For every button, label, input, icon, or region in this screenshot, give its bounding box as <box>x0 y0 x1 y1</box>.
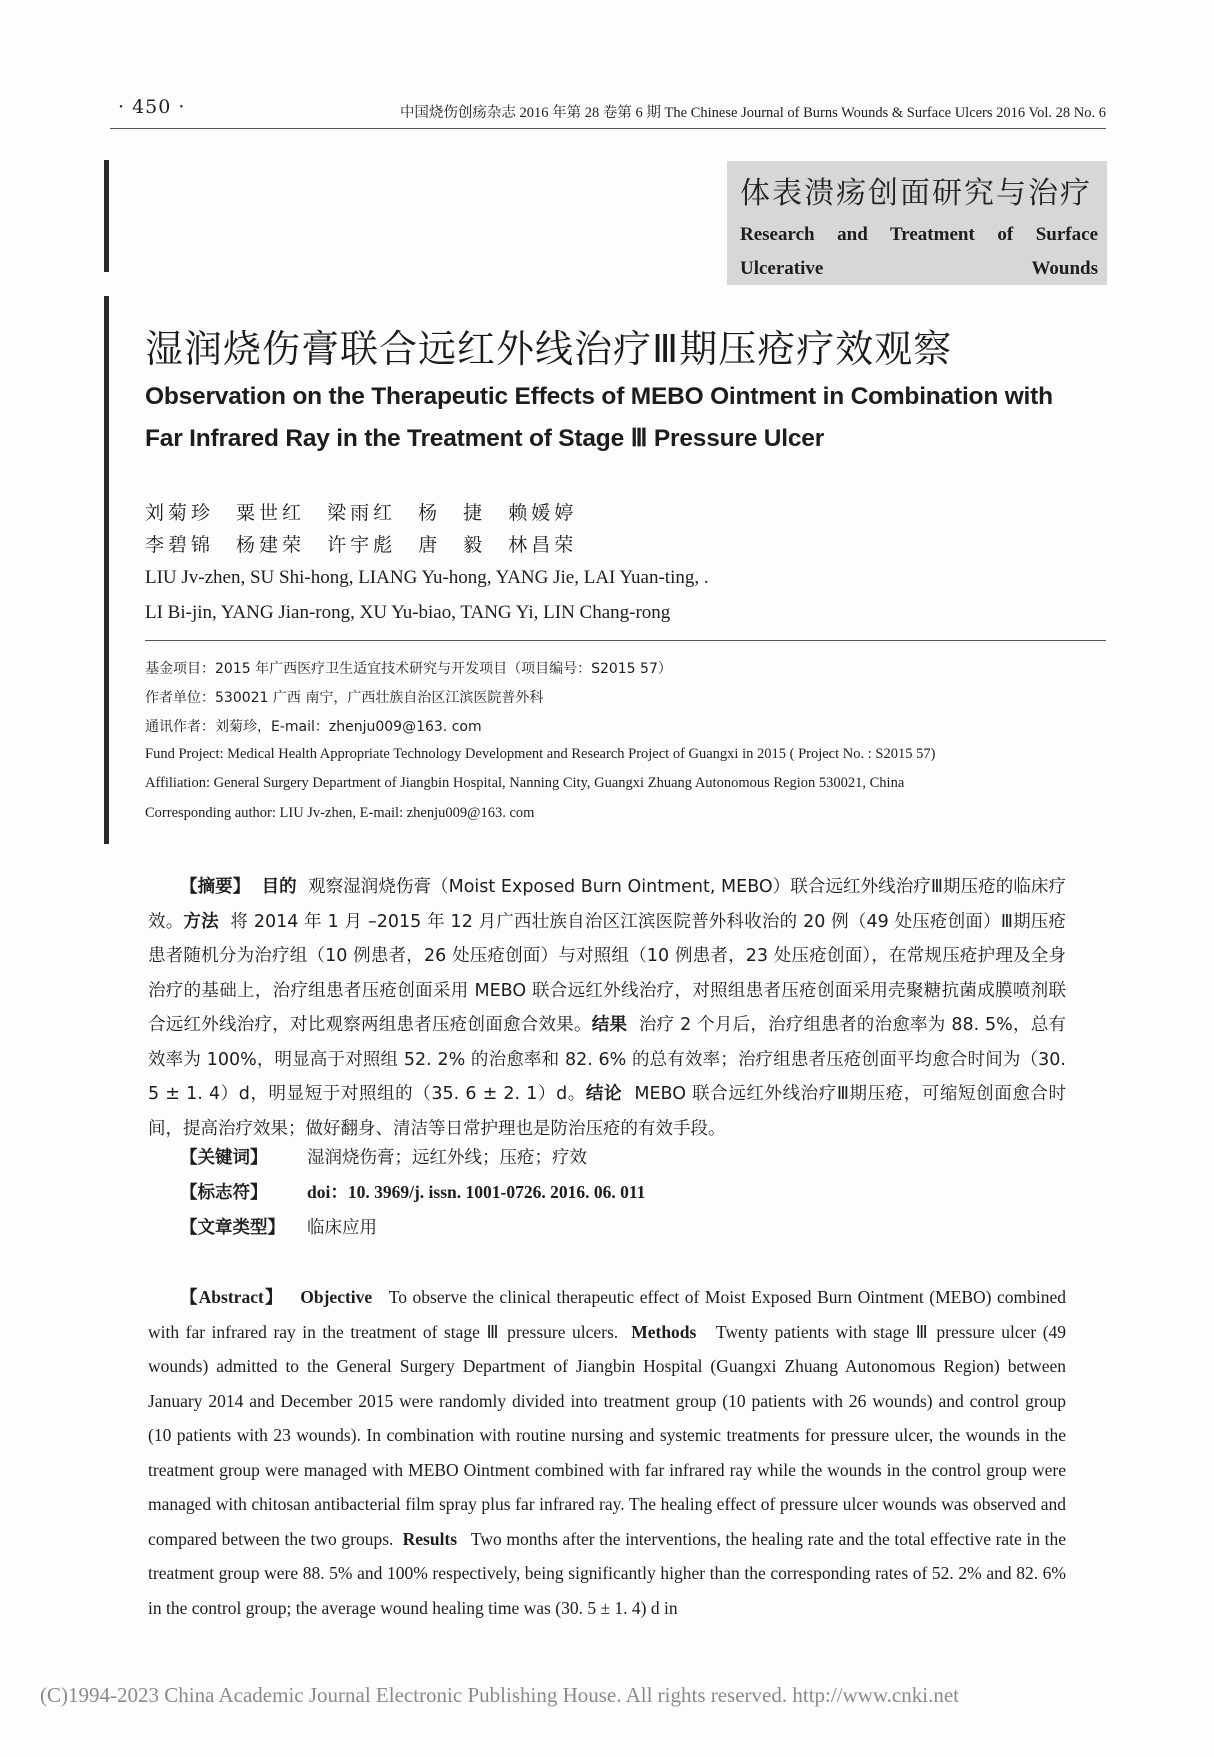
margin-bar-top <box>104 160 109 272</box>
doi-text: doi：10. 3969/j. issn. 1001-0726. 2016. 06. 011 <box>307 1182 646 1202</box>
results-text-cn: 治疗 2 个月后，治疗组患者的治愈率为 88. 5%，总有效率为 100%，明显高于对照组 52. 2% 的治愈率和 82. 6% 的总有效率；治疗组患者压疮创面平均愈合时间为（30. 5 ± 1. 4）d，明显短于对照组的（35. 6 ± 2. 1）d。 <box>148 1015 1066 1104</box>
doi-row <box>180 1179 645 1204</box>
authors-cn-line1: 刘菊珍 粟世红 梁雨红 杨 捷 赖媛婷 <box>145 502 578 524</box>
objective-label-cn: 目的 <box>261 877 297 897</box>
authors-cn-line2: 李碧锦 杨建荣 许宇彪 唐 毅 林昌荣 <box>145 534 578 556</box>
methods-text-en: Twenty patients with stage Ⅲ pressure ulcer (49 wounds) admitted to the General Surgery Department of Jiangbin Hospital (Guangxi Zhuang Autonomous Region) between January 2014 and December 2015 were randomly divided into treatment group (10 patients with 26 wounds) and control group (10 patients with 23 wounds). In combination with routine nursing and systemic treatments for pressure ulcer, the wounds in the treatment group were managed with MEBO Ointment combined with far infrared ray while the wounds in the control group were managed with chitosan antibacterial film spray plus far infrared ray. The healing effect of pressure ulcer wounds was observed and compared between the two groups. <box>148 1321 1067 1549</box>
conclusion-text-cn: MEBO 联合远红外线治疗Ⅲ期压疮，可缩短创面愈合时间，提高治疗效果；做好翻身、清洁等日常护理也是防治压疮的有效手段。 <box>148 1084 1066 1139</box>
fund-project-en: Fund Project: Medical Health Appropriate Technology Development and Research Project of Guangxi in 2015 ( Project No. : S2015 57) <box>145 746 936 762</box>
corresponding-author-en: Corresponding author: LIU Jv-zhen, E-mail: zhenju009@163. com <box>145 805 535 821</box>
article-type-text: 临床应用 <box>307 1218 377 1238</box>
article-title-cn: 湿润烧伤膏联合远红外线治疗Ⅲ期压疮疗效观察 <box>145 327 953 371</box>
abstract-en-label: 【Abstract】 <box>180 1287 284 1307</box>
authors-rule <box>145 640 1106 641</box>
objective-text-en: To observe the clinical therapeutic effect of Moist Exposed Burn Ointment (MEBO) combined with far infrared ray in the treatment of stage Ⅲ pressure ulcers. <box>148 1287 1067 1342</box>
methods-label-cn: 方法 <box>183 911 219 932</box>
affiliation-cn: 作者单位：530021 广西 南宁，广西壮族自治区江滨医院普外科 <box>145 690 544 706</box>
methods-text-cn: 将 2014 年 1 月 –2015 年 12 月广西壮族自治区江滨医院普外科收治的 20 例（49 处压疮创面）Ⅲ期压疮患者随机分为治疗组（10 例患者，26 处压疮创面）与对照组（10 例患者，23 处压疮创面），在常规压疮护理及全身治疗的基础上，治疗组患者压疮创面采用 MEBO 联合远红外线治疗，对照组患者压疮创面采用壳聚糖抗菌成膜喷剂联合远红外线治疗，对比观察两组患者压疮创面愈合效果。 <box>148 911 1067 1035</box>
authors-en-line1: LIU Jv-zhen, SU Shi-hong, LIANG Yu-hong, YANG Jie, LAI Yuan-ting, . <box>145 567 709 588</box>
keywords-label: 【关键词】 <box>180 1148 268 1168</box>
affiliation-en: Affiliation: General Surgery Department of Jiangbin Hospital, Nanning City, Guangxi Zhuang Autonomous Region 530021, China <box>145 775 905 791</box>
corresponding-author-cn: 通讯作者：刘菊珍，E-mail：zhenju009@163. com <box>145 719 482 735</box>
conclusion-label-cn: 结论 <box>585 1084 623 1104</box>
objective-label-en: Objective <box>300 1287 373 1307</box>
abstract-cn-label: 【摘要】 <box>180 877 251 897</box>
keywords-text: 湿润烧伤膏；远红外线；压疮；疗效 <box>307 1148 587 1168</box>
results-text-en: Two months after the interventions, the healing rate and the total effective rate in the treatment group were 88. 5% and 100% respectively, being significantly higher than the corresponding rates of 52. 2% and 82. 6% in the control group; the average wound healing time was (30. 5 ± 1. 4) d in <box>148 1528 1067 1618</box>
column-title-cn: 体表溃疡创面研究与治疗 <box>740 176 1092 211</box>
article-title-en: Observation on the Therapeutic Effects of MEBO Ointment in Combination with Far Infrared Ray in the Treatment of Stage Ⅲ Pressure Ulcer <box>145 383 1053 452</box>
article-type-row <box>180 1214 377 1239</box>
fund-project-cn: 基金项目：2015 年广西医疗卫生适宜技术研究与开发项目（项目编号：S2015 57） <box>145 661 672 677</box>
running-head: 中国烧伤创疡杂志 2016 年第 28 卷第 6 期 The Chinese Journal of Burns Wounds & Surface Ulcers 2016 Vol. 28 No. 6 <box>399 105 1106 121</box>
margin-bar-main <box>104 296 109 844</box>
results-label-en: Results <box>402 1528 458 1549</box>
header-rule <box>110 128 1106 129</box>
methods-label-en: Methods <box>631 1321 697 1342</box>
copyright-notice: (C)1994-2023 China Academic Journal Electronic Publishing House. All rights reserved. http://www.cnki.net <box>40 1683 959 1707</box>
page-number: · 450 · <box>118 96 186 118</box>
objective-text-cn: 观察湿润烧伤膏（Moist Exposed Burn Ointment, MEBO）联合远红外线治疗Ⅲ期压疮的临床疗效。 <box>148 877 1066 932</box>
doi-label: 【标志符】 <box>180 1183 268 1203</box>
column-title-en: Research and Treatment of Surface Ulcerative Wounds <box>740 224 1098 279</box>
authors-en-line2: LI Bi-jin, YANG Jian-rong, XU Yu-biao, TANG Yi, LIN Chang-rong <box>145 602 671 623</box>
results-label-cn: 结果 <box>591 1015 628 1035</box>
keywords-row <box>180 1144 587 1169</box>
article-type-label: 【文章类型】 <box>180 1218 285 1238</box>
abstract-cn <box>148 870 1066 1146</box>
abstract-en <box>148 1280 1066 1625</box>
